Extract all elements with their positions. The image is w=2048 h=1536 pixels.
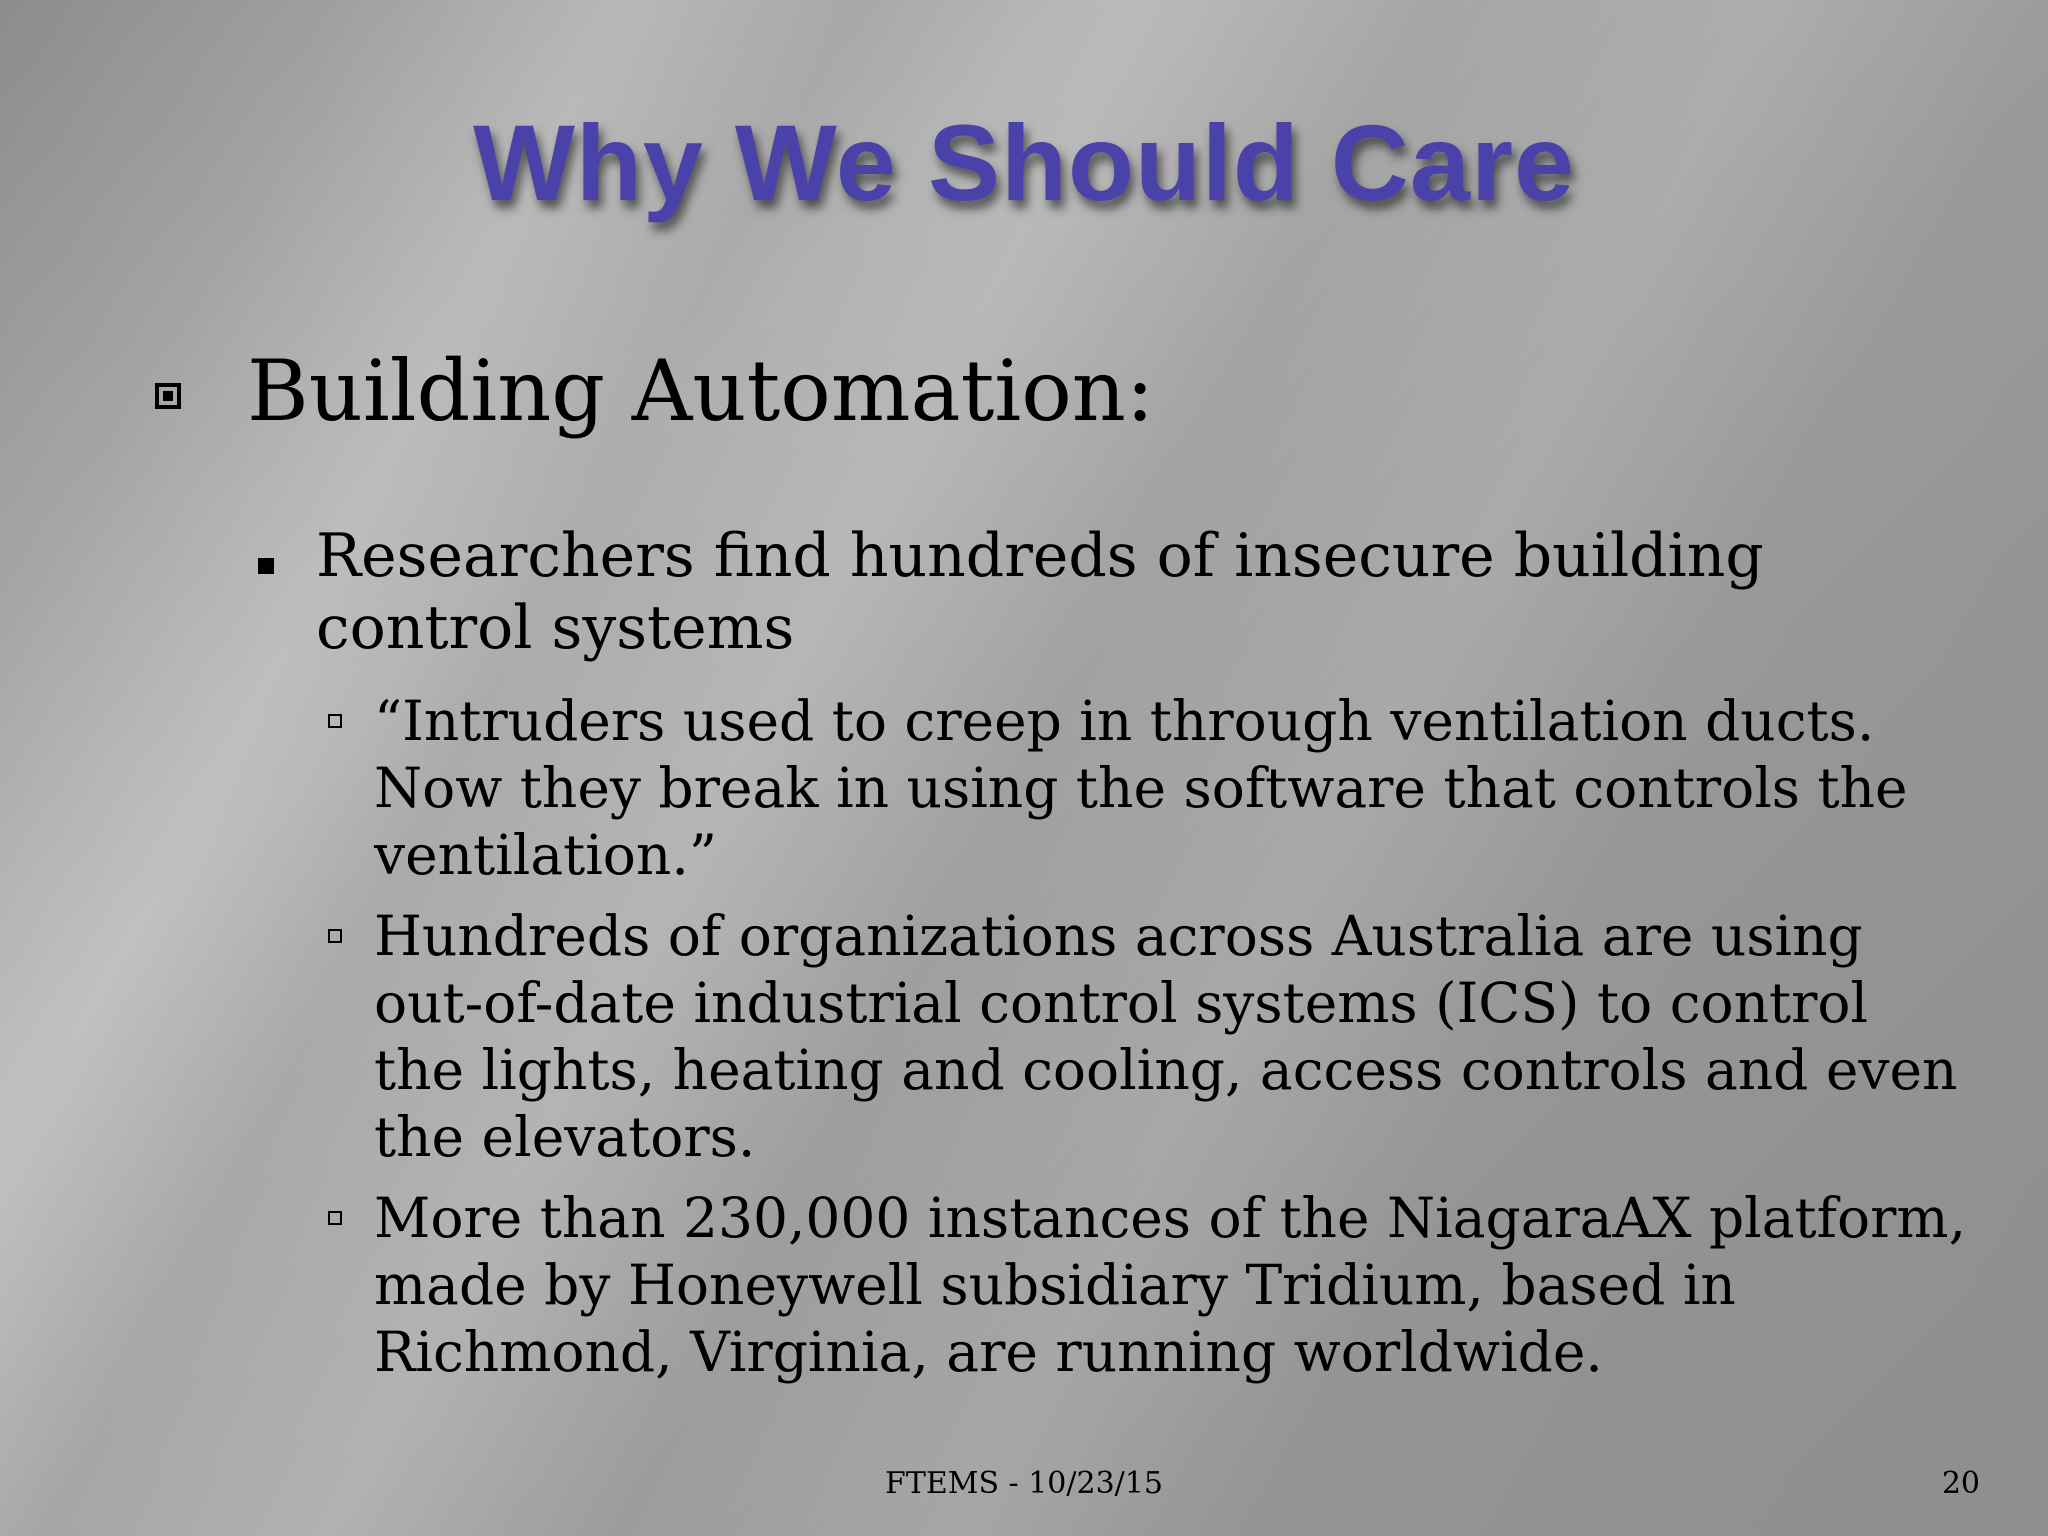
sub-bullet-text: Researchers find hundreds of insecure building control systems: [316, 521, 1764, 663]
hollow-square-bullet-icon: [328, 714, 342, 728]
heading-text: Building Automation:: [247, 342, 1155, 440]
slide-footer: FTEMS - 10/23/15: [885, 1466, 1163, 1501]
hollow-square-bullet-icon: [328, 1211, 342, 1225]
detail-item: [328, 903, 1968, 1171]
detail-text: “Intruders used to creep in through ventilation ducts. Now they break in using the software that controls the ventilation.”: [374, 689, 1908, 887]
page-number: 20: [1941, 1466, 1980, 1501]
square-bullet-icon: [155, 383, 181, 409]
filled-square-bullet-icon: [258, 558, 274, 574]
detail-text: More than 230,000 instances of the NiagaraAX platform, made by Honeywell subsidiary Tridium, based in Richmond, Virginia, are running worldwide.: [374, 1186, 1967, 1384]
bullet-level2: [258, 520, 1818, 664]
bullet-level1: [155, 342, 1955, 440]
detail-list: [328, 688, 1968, 1400]
detail-item: [328, 1185, 1968, 1386]
slide-title: Why We Should Care: [472, 102, 1576, 223]
hollow-square-bullet-icon: [328, 929, 342, 943]
detail-text: Hundreds of organizations across Australia are using out-of-date industrial control systems (ICS) to control the lights, heating and cooling, access controls and even the elevators.: [374, 904, 1958, 1169]
detail-item: [328, 688, 1968, 889]
